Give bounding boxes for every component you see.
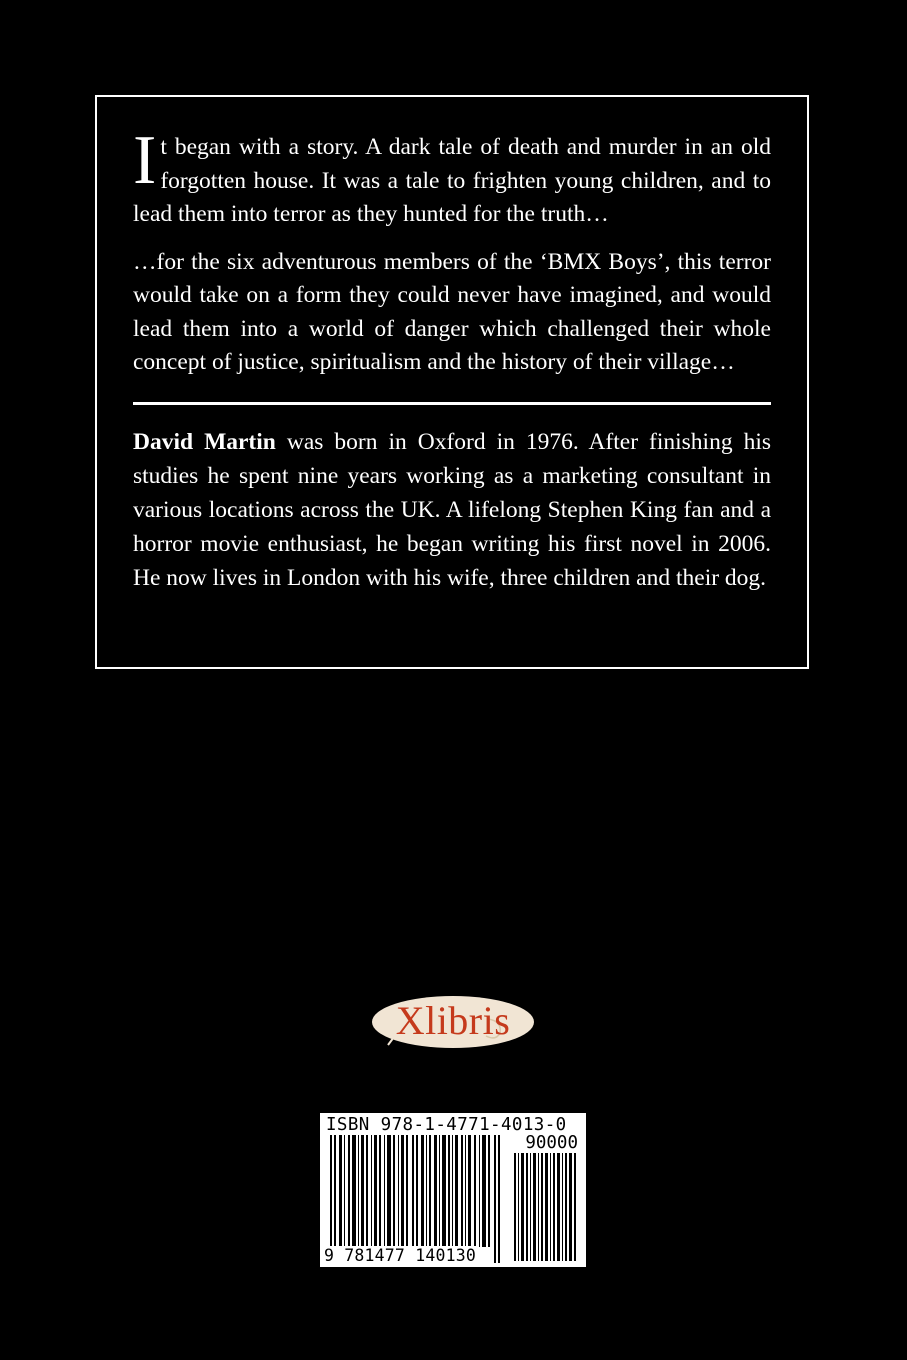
ean-digits: 9 781477 140130	[324, 1246, 477, 1265]
price-addon-bars	[513, 1153, 579, 1261]
blurb-frame	[95, 95, 809, 669]
author-bio	[133, 425, 771, 595]
section-divider	[133, 402, 771, 405]
drop-cap: I	[133, 122, 157, 199]
blurb-paragraph-2: …for the six adventurous members of the ‘BMX Boys’, this terror would take on a form they could never have imagined, and would lead them into a world of danger which challenged their whole concept of justice, spiritualism and the history of their village…	[133, 248, 771, 375]
barcode-bars	[328, 1135, 510, 1263]
author-bio-text: was born in Oxford in 1976. After finishing his studies he spent nine years working as a marketing consultant in various locations across the UK. A lifelong Stephen King fan and a horror movie enthusiast, he began writing his first novel in 2006. He now lives in London with his wife, three children and their dog.	[133, 428, 771, 591]
blurb-paragraph-1	[133, 122, 771, 232]
price-code: 90000	[525, 1133, 578, 1153]
publisher-logo	[370, 993, 536, 1051]
publisher-logo-text: Xlibris	[395, 998, 511, 1043]
blurb-paragraph-1-text: t began with a story. A dark tale of death and murder in an old forgotten house. It was a tale to frighten young children, and to lead them into terror as they hunted for the truth…	[133, 134, 771, 227]
author-name: David Martin	[133, 428, 276, 455]
blurb-content	[133, 122, 771, 595]
isbn-label: ISBN 978-1-4771-4013-0	[326, 1115, 567, 1135]
isbn-barcode	[320, 1113, 586, 1267]
